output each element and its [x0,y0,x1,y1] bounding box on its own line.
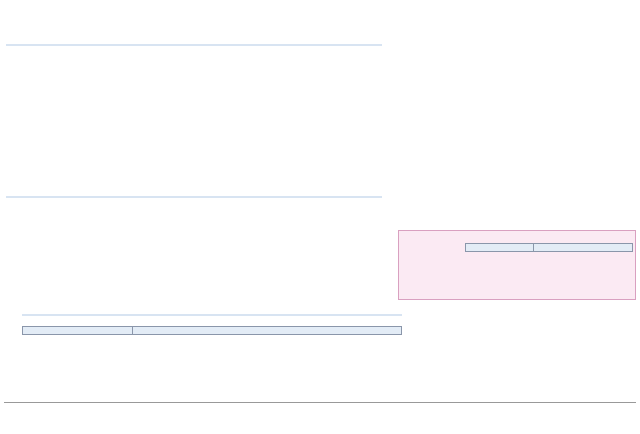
outline-section-label [6,44,382,46]
overall-panel [398,230,636,300]
upper-section-label [6,196,382,198]
notes-item-header [23,327,133,335]
overall-table [465,243,633,252]
overall-judge-header [534,244,633,252]
notes-section-label [22,314,402,316]
overall-score-header [466,244,534,252]
notes-table [22,326,402,335]
strength-chart [398,36,634,222]
notes-measure-header [133,327,402,335]
